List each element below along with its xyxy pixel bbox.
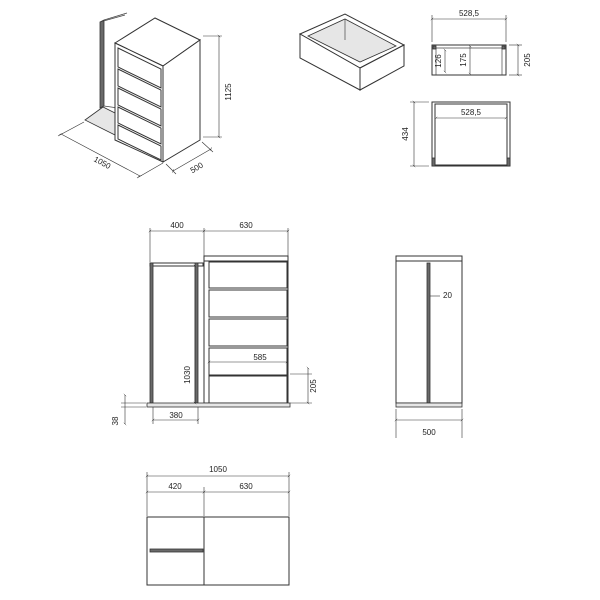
drawer-depth-label: 434 xyxy=(401,127,410,141)
plan-shelf-rail xyxy=(150,549,203,552)
front-drawer-height-label: 205 xyxy=(309,379,318,393)
plan-left-label: 420 xyxy=(168,482,182,491)
shelf-post xyxy=(100,20,104,108)
drawer-height-label: 205 xyxy=(523,53,532,67)
base-plate-front xyxy=(147,403,290,407)
shelf-left-post xyxy=(150,263,153,403)
iso-length-label: 1050 xyxy=(92,154,113,171)
drawer-inner-width-label: 528,5 xyxy=(460,108,482,117)
side-post xyxy=(427,263,430,403)
drawer-3 xyxy=(209,319,287,346)
drawer-section-front xyxy=(432,9,532,75)
isometric-view xyxy=(58,13,233,178)
front-drawer-width-label: 585 xyxy=(253,353,267,362)
shelf-top-rail-2 xyxy=(100,15,125,22)
plan-right-label: 630 xyxy=(239,482,253,491)
shelf-top-rail xyxy=(104,13,127,20)
drawer-h1-label: 126 xyxy=(434,54,443,68)
drawer-width-label: 528,5 xyxy=(458,9,480,18)
drawer-5 xyxy=(209,376,287,403)
drawer-1 xyxy=(209,262,287,288)
side-base xyxy=(396,403,462,407)
drawer-h2-label: 175 xyxy=(459,53,468,67)
side-elevation xyxy=(396,256,462,438)
drawer-section-outline xyxy=(432,45,506,75)
shelf-right-post xyxy=(195,263,198,403)
iso-depth-label: 500 xyxy=(188,160,205,176)
side-depth-label: 500 xyxy=(422,428,436,437)
front-shelf-width-label: 400 xyxy=(170,221,184,230)
drawer-2 xyxy=(209,290,287,317)
front-base-label: 38 xyxy=(111,416,120,426)
side-thickness-label: 20 xyxy=(443,291,452,300)
front-elevation xyxy=(111,221,318,425)
drawer-isometric xyxy=(300,14,404,90)
plan-total-label: 1050 xyxy=(209,465,227,474)
iso-height-label: 1125 xyxy=(224,83,233,101)
front-shelf-inner-label: 380 xyxy=(169,411,183,420)
drawer-section-top xyxy=(401,102,510,166)
front-chest-width-label: 630 xyxy=(239,221,253,230)
drawer-4 xyxy=(209,348,287,375)
plan-view xyxy=(147,465,289,585)
front-height-label: 1030 xyxy=(183,366,192,384)
